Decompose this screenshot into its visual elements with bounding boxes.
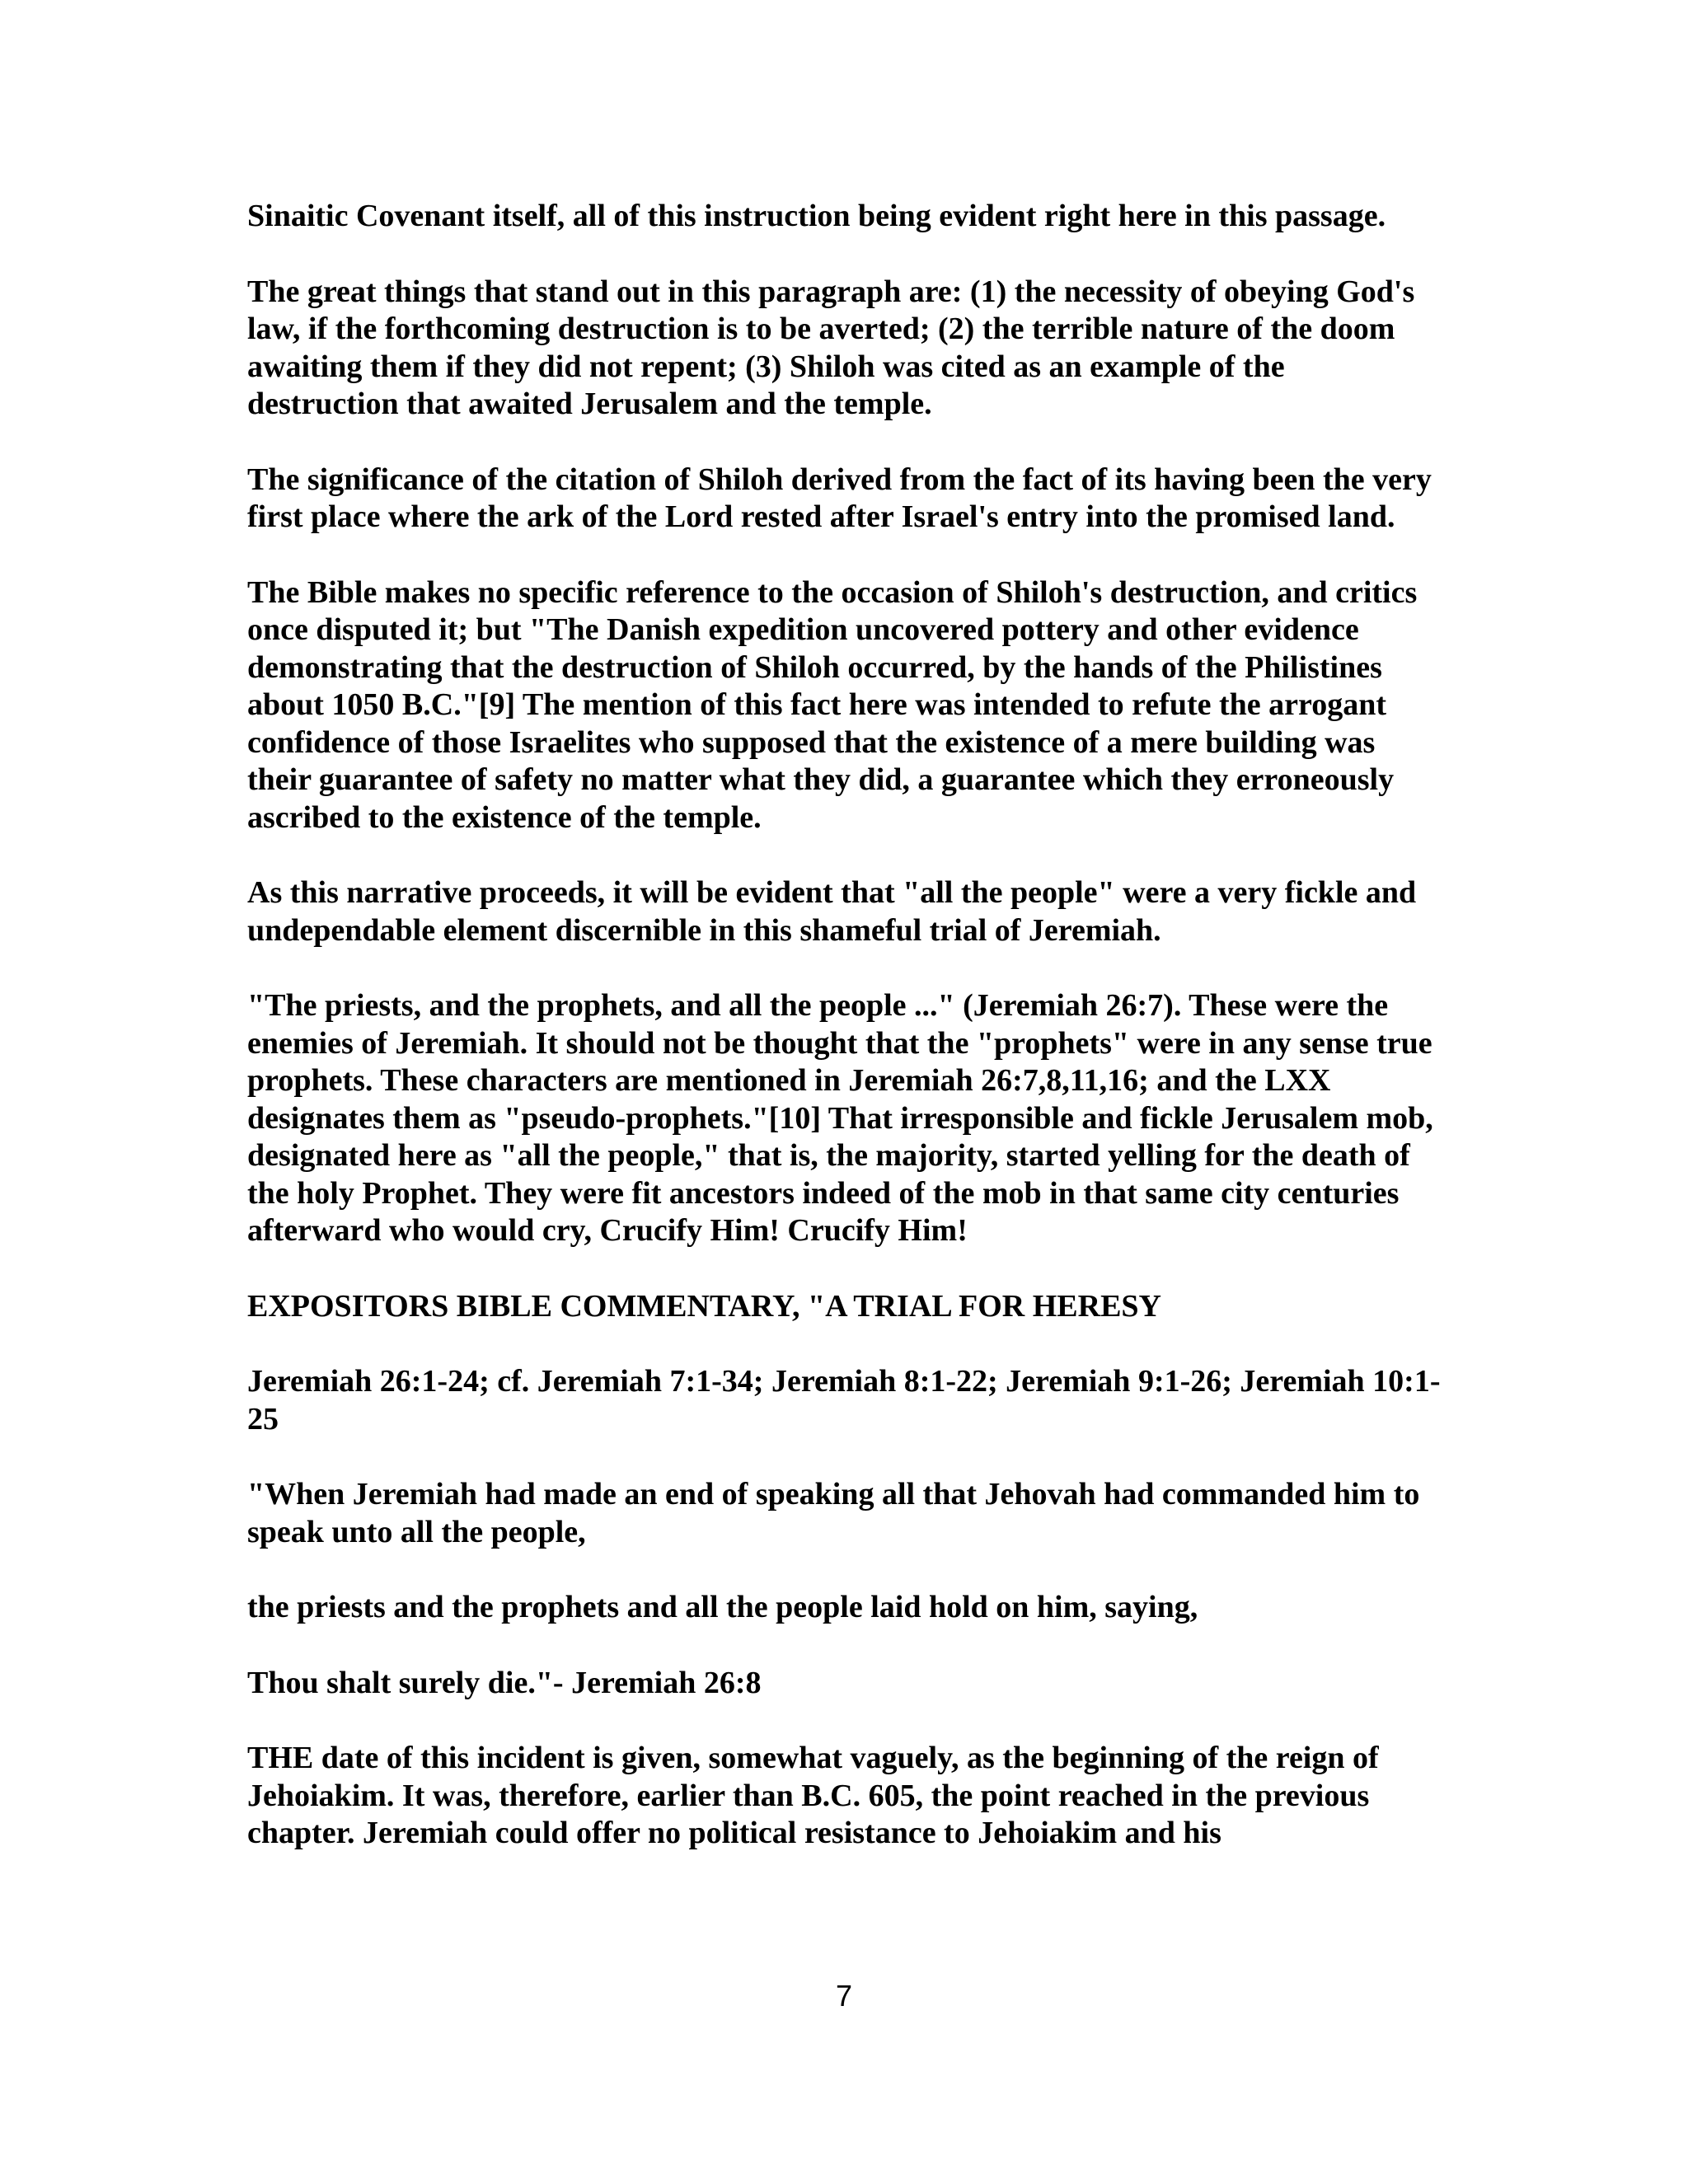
section-heading-expositors: EXPOSITORS BIBLE COMMENTARY, "A TRIAL FOR HERESY <box>247 1288 1161 1324</box>
paragraph-incident-date: THE date of this incident is given, somewhat vaguely, as the beginning of the reign of Jehoiakim. It was, therefore, earlier than B.C. 605, the point reached in the previous chapter. Jeremiah could offer no political resistance to Jehoiakim and his <box>247 1741 1379 1850</box>
paragraph-all-the-people: As this narrative proceeds, it will be evident that "all the people" were a very fickle and undependable element discernible in this shameful trial of Jeremiah. <box>247 875 1417 948</box>
paragraph-covenant-continuation: Sinaitic Covenant itself, all of this instruction being evident right here in this passage. <box>247 199 1386 233</box>
paragraph-great-things: The great things that stand out in this paragraph are: (1) the necessity of obeying God's law, if the forthcoming destruction is to be averted; (2) the terrible nature of the doom awaiting them if they did not repent; (3) Shiloh was cited as an example of the destruction that awaited Jerusalem and the temple. <box>247 274 1415 421</box>
page-body <box>247 198 1442 1891</box>
paragraph-shiloh-significance: The significance of the citation of Shiloh derived from the fact of its having been the very first place where the ark of the Lord rested after Israel's entry into the promised land. <box>247 462 1432 534</box>
paragraph-shiloh-destruction: The Bible makes no specific reference to the occasion of Shiloh's destruction, and critics once disputed it; but "The Danish expedition uncovered pottery and other evidence demonstrating that the destruction of Shiloh occurred, by the hands of the Philistines about 1050 B.C."[9] The mention of this fact here was intended to refute the arrogant confidence of those Israelites who supposed that the existence of a mere building was their guarantee of safety no matter what they did, a guarantee which they erroneously ascribed to the existence of the temple. <box>247 574 1418 835</box>
quote-line-3: Thou shalt surely die."- Jeremiah 26:8 <box>247 1665 762 1700</box>
quote-line-2: the priests and the prophets and all the people laid hold on him, saying, <box>247 1590 1198 1624</box>
page-number: 7 <box>835 1979 853 2013</box>
quote-line-1: "When Jeremiah had made an end of speaking all that Jehovah had commanded him to speak unto all the people, <box>247 1477 1420 1549</box>
scripture-references: Jeremiah 26:1-24; cf. Jeremiah 7:1-34; Jeremiah 8:1-22; Jeremiah 9:1-26; Jeremiah 10:1-25 <box>247 1364 1441 1436</box>
paragraph-priests-prophets: "The priests, and the prophets, and all the people ..." (Jeremiah 26:7). These were the enemies of Jeremiah. It should not be thought that the "prophets" were in any sense true prophets. These characters are mentioned in Jeremiah 26:7,8,11,16; and the LXX designates them as "pseudo-prophets."[10] That irresponsible and fickle Jerusalem mob, designated here as "all the people," that is, the majority, started yelling for the death of the holy Prophet. They were fit ancestors indeed of the mob in that same city centuries afterward who would cry, Crucify Him! Crucify Him! <box>247 988 1433 1248</box>
